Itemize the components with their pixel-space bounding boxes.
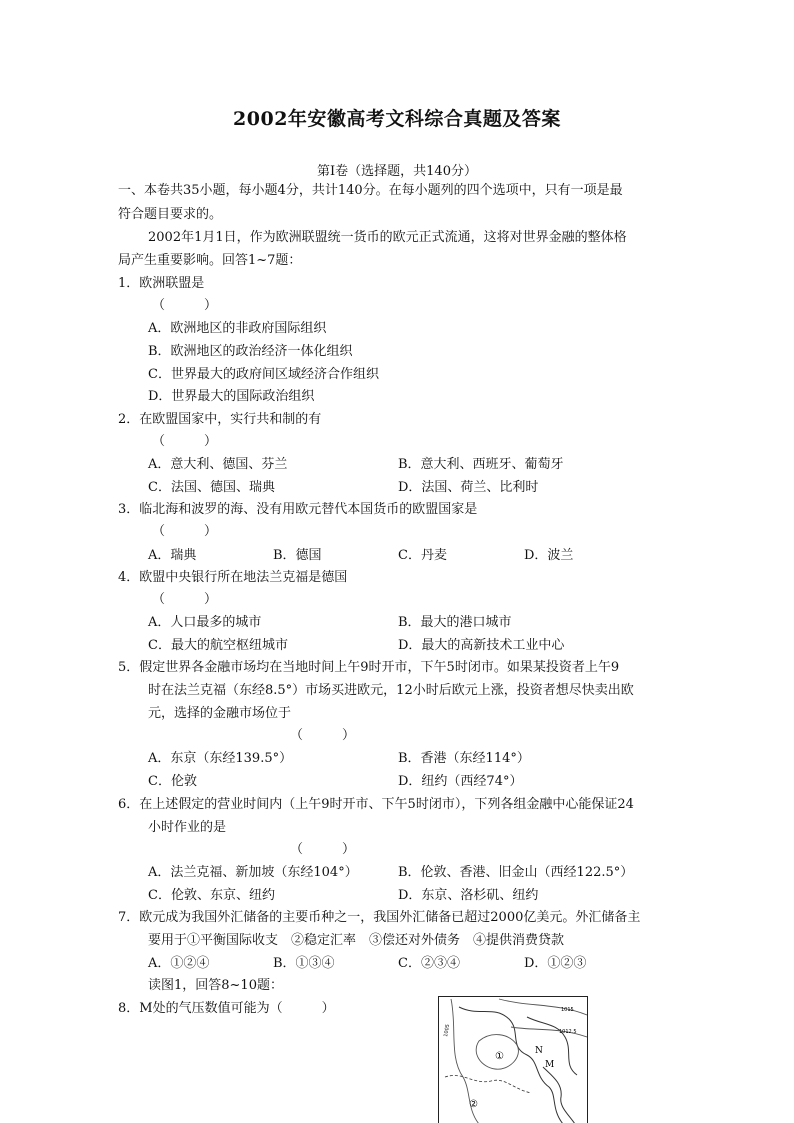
map-label-2: ②: [469, 1099, 478, 1110]
q7-option-b: B．①③④: [273, 956, 335, 971]
q5-option-c: C．伦敦: [148, 774, 197, 789]
q3-option-c: C．丹麦: [398, 548, 447, 563]
q6-option-c: C．伦敦、东京、纽约: [148, 888, 275, 903]
intro-line-3: 2002年1月1日，作为欧洲联盟统一货币的欧元正式流通，这将对世界金融的整体格: [148, 230, 627, 245]
map-svg: [439, 997, 588, 1123]
q8-stem: 8．M处的气压数值可能为（ ）: [118, 1001, 335, 1016]
q1-option-a: A．欧洲地区的非政府国际组织: [148, 321, 327, 336]
q6-option-a: A．法兰克福、新加坡（东经104°）: [148, 865, 358, 880]
q2-option-c: C．法国、德国、瑞典: [148, 480, 275, 495]
isobar-value-1: 1012.5: [559, 1029, 577, 1035]
page-title: 2002年安徽高考文科综合真题及答案: [233, 108, 561, 130]
q7-option-a: A．①②④: [148, 956, 210, 971]
intro-line-4: 局产生重要影响。回答1~7题：: [118, 253, 302, 268]
q4-option-b: B．最大的港口城市: [398, 615, 512, 630]
q3-option-a: A．瑞典: [148, 548, 197, 563]
q1-stem: 1．欧洲联盟是: [118, 276, 205, 291]
q2-option-b: B．意大利、西班牙、葡萄牙: [398, 457, 564, 472]
q4-stem: 4．欧盟中央银行所在地法兰克福是德国: [118, 570, 348, 585]
q2-stem: 2．在欧盟国家中，实行共和制的有: [118, 412, 322, 427]
q7-stem-line-2: 要用于①平衡国际收支 ②稳定汇率 ③偿还对外债务 ④提供消费贷款: [148, 933, 565, 948]
q1-option-b: B．欧洲地区的政治经济一体化组织: [148, 344, 353, 359]
coastline-3: [543, 1067, 575, 1123]
intro-line-1: 一、本卷共35小题，每小题4分，共计140分。在每小题列的四个选项中，只有一项是最: [118, 183, 623, 198]
q6-stem-line-1: 6．在上述假定的营业时间内（上午9时开市、下午5时闭市），下列各组金融中心能保证24: [118, 797, 634, 812]
q6-option-d: D．东京、洛杉矶、纽约: [398, 888, 539, 903]
map-label-m: M: [545, 1060, 555, 1070]
q3-answer-paren: （ ）: [152, 524, 218, 539]
q7-option-c: C．②③④: [398, 956, 460, 971]
q1-option-c: C．世界最大的政府间区域经济合作组织: [148, 367, 379, 382]
q2-option-d: D．法国、荷兰、比利时: [398, 480, 539, 495]
border-line: [445, 1075, 531, 1093]
q7-option-d: D．①②③: [524, 956, 587, 971]
map-intro: 读图1，回答8~10题：: [148, 978, 283, 993]
isobar-value-3: 1005: [443, 1023, 452, 1038]
isobar-value-2: 1015: [561, 1007, 574, 1013]
section-subtitle: 第Ⅰ卷（选择题，共140分）: [317, 164, 477, 179]
q7-stem-line-1: 7．欧元成为我国外汇储备的主要币种之一，我国外汇储备已超过2000亿美元。外汇储备主: [118, 910, 641, 925]
q5-stem-line-3: 元，选择的金融市场位于: [148, 706, 292, 721]
q4-option-c: C．最大的航空枢纽城市: [148, 638, 288, 653]
q5-stem-line-2: 时在法兰克福（东经8.5°）市场买进欧元，12小时后欧元上涨，投资者想尽快卖出欧: [148, 683, 634, 698]
q5-answer-paren: （ ）: [290, 728, 356, 743]
q6-answer-paren: （ ）: [290, 842, 356, 857]
q3-option-d: D．波兰: [524, 548, 574, 563]
q2-answer-paren: （ ）: [152, 434, 218, 449]
q5-option-a: A．东京（东经139.5°）: [148, 751, 293, 766]
q1-answer-paren: （ ）: [152, 298, 218, 313]
q2-option-a: A．意大利、德国、芬兰: [148, 457, 288, 472]
q1-option-d: D．世界最大的国际政治组织: [148, 389, 315, 404]
map-label-1: ①: [495, 1051, 504, 1062]
q5-option-d: D．纽约（西经74°）: [398, 774, 523, 789]
q5-option-b: B．香港（东经114°）: [398, 751, 530, 766]
q3-option-b: B．德国: [273, 548, 322, 563]
q5-stem-line-1: 5．假定世界各金融市场均在当地时间上午9时开市，下午5时闭市。如果某投资者上午9: [118, 660, 620, 675]
q4-option-a: A．人口最多的城市: [148, 615, 262, 630]
q4-answer-paren: （ ）: [152, 592, 218, 607]
map-label-n: N: [535, 1046, 543, 1056]
isobar-2: [499, 999, 587, 1015]
q6-option-b: B．伦敦、香港、旧金山（西经122.5°）: [398, 865, 634, 880]
q4-option-d: D．最大的高新技术工业中心: [398, 638, 565, 653]
q3-stem: 3．临北海和波罗的海、没有用欧元替代本国货币的欧盟国家是: [118, 502, 478, 517]
intro-line-2: 符合题目要求的。: [118, 207, 223, 222]
q6-stem-line-2: 小时作业的是: [148, 820, 227, 835]
figure-1-map: [438, 996, 588, 1123]
